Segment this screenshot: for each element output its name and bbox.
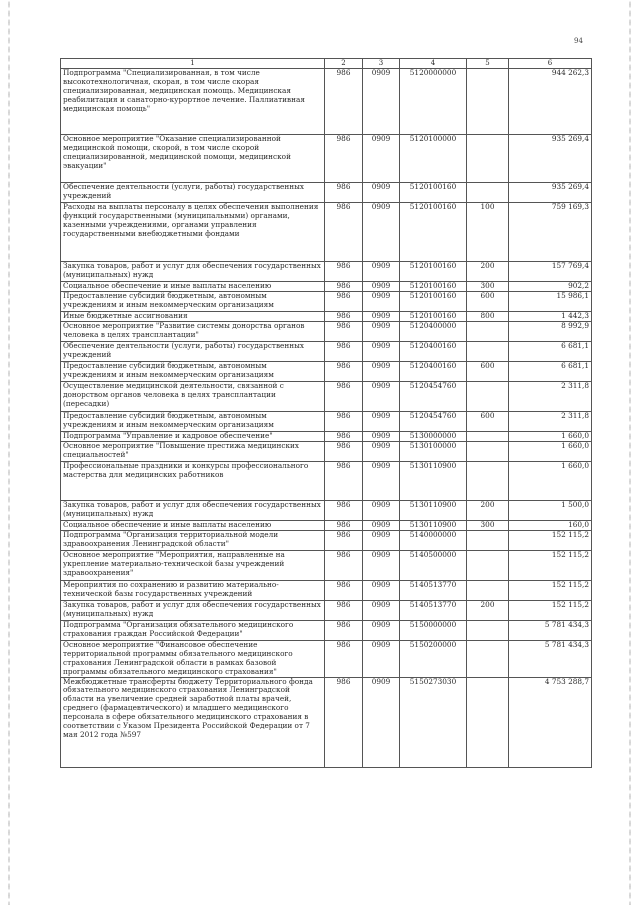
row-type-cell: 600	[467, 412, 509, 432]
table-row	[61, 282, 592, 292]
row-name-cell: Межбюджетные трансферты бюджету Территориального фонда обязательного медицинского страхования Ленинградской области на увеличение средней заработной платы врачей, среднего (фармацевтического) и младшего медицинского персонала в сфере обязательного медицинского страхования в соответствии с Указом Президента Российской Федерации от 7 мая 2012 года №597	[61, 677, 325, 767]
table-row	[61, 601, 592, 621]
row-amount-cell: 2 311,8	[509, 412, 592, 432]
row-section-cell: 0909	[363, 501, 400, 521]
row-amount-cell: 935 269,4	[509, 183, 592, 203]
column-header-section: 3	[363, 59, 400, 69]
row-type-cell: 600	[467, 362, 509, 382]
row-type-cell	[467, 581, 509, 601]
row-section-cell: 0909	[363, 203, 400, 262]
row-type-cell	[467, 382, 509, 412]
table-row	[61, 322, 592, 342]
table-row	[61, 641, 592, 678]
row-section-cell: 0909	[363, 641, 400, 678]
table-row	[61, 581, 592, 601]
row-amount-cell: 5 781 434,3	[509, 621, 592, 641]
row-name-cell: Закупка товаров, работ и услуг для обеспечения государственных (муниципальных) нужд	[61, 262, 325, 282]
row-code-cell: 986	[325, 312, 363, 322]
row-type-cell	[467, 442, 509, 462]
row-target-cell: 5120000000	[400, 69, 467, 135]
row-section-cell: 0909	[363, 677, 400, 767]
row-type-cell	[467, 551, 509, 581]
row-type-cell: 200	[467, 601, 509, 621]
table-row	[61, 412, 592, 432]
row-amount-cell: 1 660,0	[509, 462, 592, 501]
table-row	[61, 382, 592, 412]
row-amount-cell: 2 311,8	[509, 382, 592, 412]
row-name-cell: Осуществление медицинской деятельности, связанной с донорством органов человека в целях трансплантации (пересадки)	[61, 382, 325, 412]
row-type-cell: 800	[467, 312, 509, 322]
row-name-cell: Основное мероприятие "Финансовое обеспечение территориальной программы обязательного медицинского страхования Ленинградской области в рамках базовой программы обязательного медицинского страхования"	[61, 641, 325, 678]
row-amount-cell: 15 986,1	[509, 292, 592, 312]
row-section-cell: 0909	[363, 362, 400, 382]
row-name-cell: Подпрограмма "Организация территориальной модели здравоохранения Ленинградской области"	[61, 531, 325, 551]
row-section-cell: 0909	[363, 432, 400, 442]
row-code-cell: 986	[325, 412, 363, 432]
row-code-cell: 986	[325, 641, 363, 678]
table-row	[61, 312, 592, 322]
row-type-cell	[467, 621, 509, 641]
row-name-cell: Основное мероприятие "Повышение престижа медицинских специальностей"	[61, 442, 325, 462]
column-header-amount: 6	[509, 59, 592, 69]
row-section-cell: 0909	[363, 621, 400, 641]
row-code-cell: 986	[325, 262, 363, 282]
row-section-cell: 0909	[363, 282, 400, 292]
row-type-cell: 600	[467, 292, 509, 312]
column-header-target: 4	[400, 59, 467, 69]
row-code-cell: 986	[325, 183, 363, 203]
table-row	[61, 262, 592, 282]
row-section-cell: 0909	[363, 412, 400, 432]
row-amount-cell: 902,2	[509, 282, 592, 292]
row-name-cell: Иные бюджетные ассигнования	[61, 312, 325, 322]
table-row	[61, 292, 592, 312]
table-row	[61, 462, 592, 501]
row-code-cell: 986	[325, 292, 363, 312]
row-type-cell: 200	[467, 262, 509, 282]
row-target-cell: 5130110900	[400, 462, 467, 501]
row-target-cell: 5120454760	[400, 382, 467, 412]
row-code-cell: 986	[325, 342, 363, 362]
row-name-cell: Социальное обеспечение и иные выплаты населению	[61, 282, 325, 292]
table-row	[61, 362, 592, 382]
row-amount-cell: 6 681,1	[509, 342, 592, 362]
row-amount-cell: 1 660,0	[509, 442, 592, 462]
row-name-cell: Расходы на выплаты персоналу в целях обеспечения выполнения функций государственными (муниципальными) органами, казенными учреждениями, органами управления государственными внебюджетными фондами	[61, 203, 325, 262]
row-code-cell: 986	[325, 531, 363, 551]
row-code-cell: 986	[325, 677, 363, 767]
column-header-code: 2	[325, 59, 363, 69]
row-name-cell: Предоставление субсидий бюджетным, автономным учреждениям и иным некоммерческим организациям	[61, 292, 325, 312]
row-code-cell: 986	[325, 135, 363, 183]
table-row	[61, 551, 592, 581]
row-amount-cell: 4 753 288,7	[509, 677, 592, 767]
row-amount-cell: 152 115,2	[509, 581, 592, 601]
row-code-cell: 986	[325, 382, 363, 412]
table-row	[61, 183, 592, 203]
row-section-cell: 0909	[363, 292, 400, 312]
right-scan-edge	[629, 0, 631, 905]
row-name-cell: Подпрограмма "Специализированная, в том числе высокотехнологичная, скорая, в том числе скорая специализированная, медицинская помощь. Медицинская реабилитация и санаторно-курортное лечение. Паллиативная медицинская помощь"	[61, 69, 325, 135]
table-row	[61, 432, 592, 442]
table-row	[61, 442, 592, 462]
row-amount-cell: 1 442,3	[509, 312, 592, 322]
row-target-cell: 5120100160	[400, 292, 467, 312]
row-section-cell: 0909	[363, 601, 400, 621]
row-type-cell	[467, 462, 509, 501]
row-amount-cell: 152 115,2	[509, 551, 592, 581]
table-row	[61, 521, 592, 531]
row-amount-cell: 1 660,0	[509, 432, 592, 442]
table-row	[61, 501, 592, 521]
row-section-cell: 0909	[363, 551, 400, 581]
row-type-cell: 200	[467, 501, 509, 521]
row-type-cell	[467, 322, 509, 342]
row-code-cell: 986	[325, 621, 363, 641]
row-name-cell: Подпрограмма "Организация обязательного медицинского страхования граждан Российской Федерации"	[61, 621, 325, 641]
row-amount-cell: 152 115,2	[509, 601, 592, 621]
row-code-cell: 986	[325, 601, 363, 621]
row-target-cell: 5120400000	[400, 322, 467, 342]
row-section-cell: 0909	[363, 531, 400, 551]
row-type-cell: 300	[467, 282, 509, 292]
row-type-cell	[467, 342, 509, 362]
row-section-cell: 0909	[363, 462, 400, 501]
row-type-cell	[467, 531, 509, 551]
row-target-cell: 5130100000	[400, 442, 467, 462]
row-name-cell: Обеспечение деятельности (услуги, работы) государственных учреждений	[61, 342, 325, 362]
row-target-cell: 5120100160	[400, 183, 467, 203]
row-section-cell: 0909	[363, 312, 400, 322]
row-amount-cell: 5 781 434,3	[509, 641, 592, 678]
row-code-cell: 986	[325, 322, 363, 342]
column-header-type: 5	[467, 59, 509, 69]
row-section-cell: 0909	[363, 442, 400, 462]
row-target-cell: 5140513770	[400, 581, 467, 601]
header-row	[61, 59, 592, 69]
row-code-cell: 986	[325, 521, 363, 531]
row-type-cell: 100	[467, 203, 509, 262]
table-row	[61, 203, 592, 262]
row-target-cell: 5150273030	[400, 677, 467, 767]
row-type-cell	[467, 183, 509, 203]
row-amount-cell: 157 769,4	[509, 262, 592, 282]
table-row	[61, 621, 592, 641]
row-target-cell: 5150000000	[400, 621, 467, 641]
row-amount-cell: 935 269,4	[509, 135, 592, 183]
row-code-cell: 986	[325, 362, 363, 382]
row-code-cell: 986	[325, 462, 363, 501]
row-amount-cell: 6 681,1	[509, 362, 592, 382]
row-target-cell: 5130110900	[400, 501, 467, 521]
budget-table	[60, 58, 592, 768]
row-code-cell: 986	[325, 551, 363, 581]
row-name-cell: Предоставление субсидий бюджетным, автономным учреждениям и иным некоммерческим организациям	[61, 362, 325, 382]
row-type-cell	[467, 641, 509, 678]
row-section-cell: 0909	[363, 135, 400, 183]
row-target-cell: 5120100160	[400, 282, 467, 292]
row-type-cell	[467, 432, 509, 442]
row-code-cell: 986	[325, 203, 363, 262]
row-target-cell: 5130000000	[400, 432, 467, 442]
row-code-cell: 986	[325, 501, 363, 521]
row-target-cell: 5120400160	[400, 342, 467, 362]
row-target-cell: 5140000000	[400, 531, 467, 551]
page-number: 94	[574, 37, 583, 45]
row-section-cell: 0909	[363, 382, 400, 412]
row-target-cell: 5120100160	[400, 312, 467, 322]
row-section-cell: 0909	[363, 183, 400, 203]
table-body	[61, 69, 592, 768]
row-name-cell: Основное мероприятие "Развитие системы донорства органов человека в целях трансплантации"	[61, 322, 325, 342]
row-amount-cell: 160,0	[509, 521, 592, 531]
row-name-cell: Закупка товаров, работ и услуг для обеспечения государственных (муниципальных) нужд	[61, 601, 325, 621]
row-name-cell: Обеспечение деятельности (услуги, работы) государственных учреждений	[61, 183, 325, 203]
row-section-cell: 0909	[363, 262, 400, 282]
table-row	[61, 342, 592, 362]
row-target-cell: 5120100160	[400, 203, 467, 262]
row-name-cell: Мероприятия по сохранению и развитию материально-технической базы государственных учреждений	[61, 581, 325, 601]
row-amount-cell: 944 262,3	[509, 69, 592, 135]
row-amount-cell: 1 500,0	[509, 501, 592, 521]
row-type-cell	[467, 677, 509, 767]
row-target-cell: 5130110900	[400, 521, 467, 531]
row-amount-cell: 8 992,9	[509, 322, 592, 342]
row-name-cell: Социальное обеспечение и иные выплаты населению	[61, 521, 325, 531]
row-target-cell: 5150200000	[400, 641, 467, 678]
table-row	[61, 677, 592, 767]
row-code-cell: 986	[325, 432, 363, 442]
row-target-cell: 5140500000	[400, 551, 467, 581]
row-name-cell: Основное мероприятие "Мероприятия, направленные на укрепление материально-технической базы учреждений здравоохранения"	[61, 551, 325, 581]
row-name-cell: Основное мероприятие "Оказание специализированной медицинской помощи, скорой, в том числе скорой специализированной, медицинской помощи, медицинской эвакуации"	[61, 135, 325, 183]
row-name-cell: Подпрограмма "Управление и кадровое обеспечение"	[61, 432, 325, 442]
row-type-cell	[467, 135, 509, 183]
table-row	[61, 531, 592, 551]
table-row	[61, 135, 592, 183]
column-header-name: 1	[61, 59, 325, 69]
row-type-cell: 300	[467, 521, 509, 531]
row-target-cell: 5120454760	[400, 412, 467, 432]
row-name-cell: Профессиональные праздники и конкурсы профессионального мастерства для медицинских работников	[61, 462, 325, 501]
table-row	[61, 69, 592, 135]
row-section-cell: 0909	[363, 521, 400, 531]
left-scan-edge	[8, 0, 10, 905]
row-section-cell: 0909	[363, 342, 400, 362]
row-target-cell: 5120100000	[400, 135, 467, 183]
row-code-cell: 986	[325, 282, 363, 292]
row-name-cell: Закупка товаров, работ и услуг для обеспечения государственных (муниципальных) нужд	[61, 501, 325, 521]
row-amount-cell: 152 115,2	[509, 531, 592, 551]
row-type-cell	[467, 69, 509, 135]
row-section-cell: 0909	[363, 322, 400, 342]
row-section-cell: 0909	[363, 69, 400, 135]
row-target-cell: 5120100160	[400, 262, 467, 282]
row-code-cell: 986	[325, 69, 363, 135]
row-target-cell: 5140513770	[400, 601, 467, 621]
row-target-cell: 5120400160	[400, 362, 467, 382]
row-section-cell: 0909	[363, 581, 400, 601]
row-name-cell: Предоставление субсидий бюджетным, автономным учреждениям и иным некоммерческим организациям	[61, 412, 325, 432]
row-amount-cell: 759 169,3	[509, 203, 592, 262]
row-code-cell: 986	[325, 442, 363, 462]
row-code-cell: 986	[325, 581, 363, 601]
